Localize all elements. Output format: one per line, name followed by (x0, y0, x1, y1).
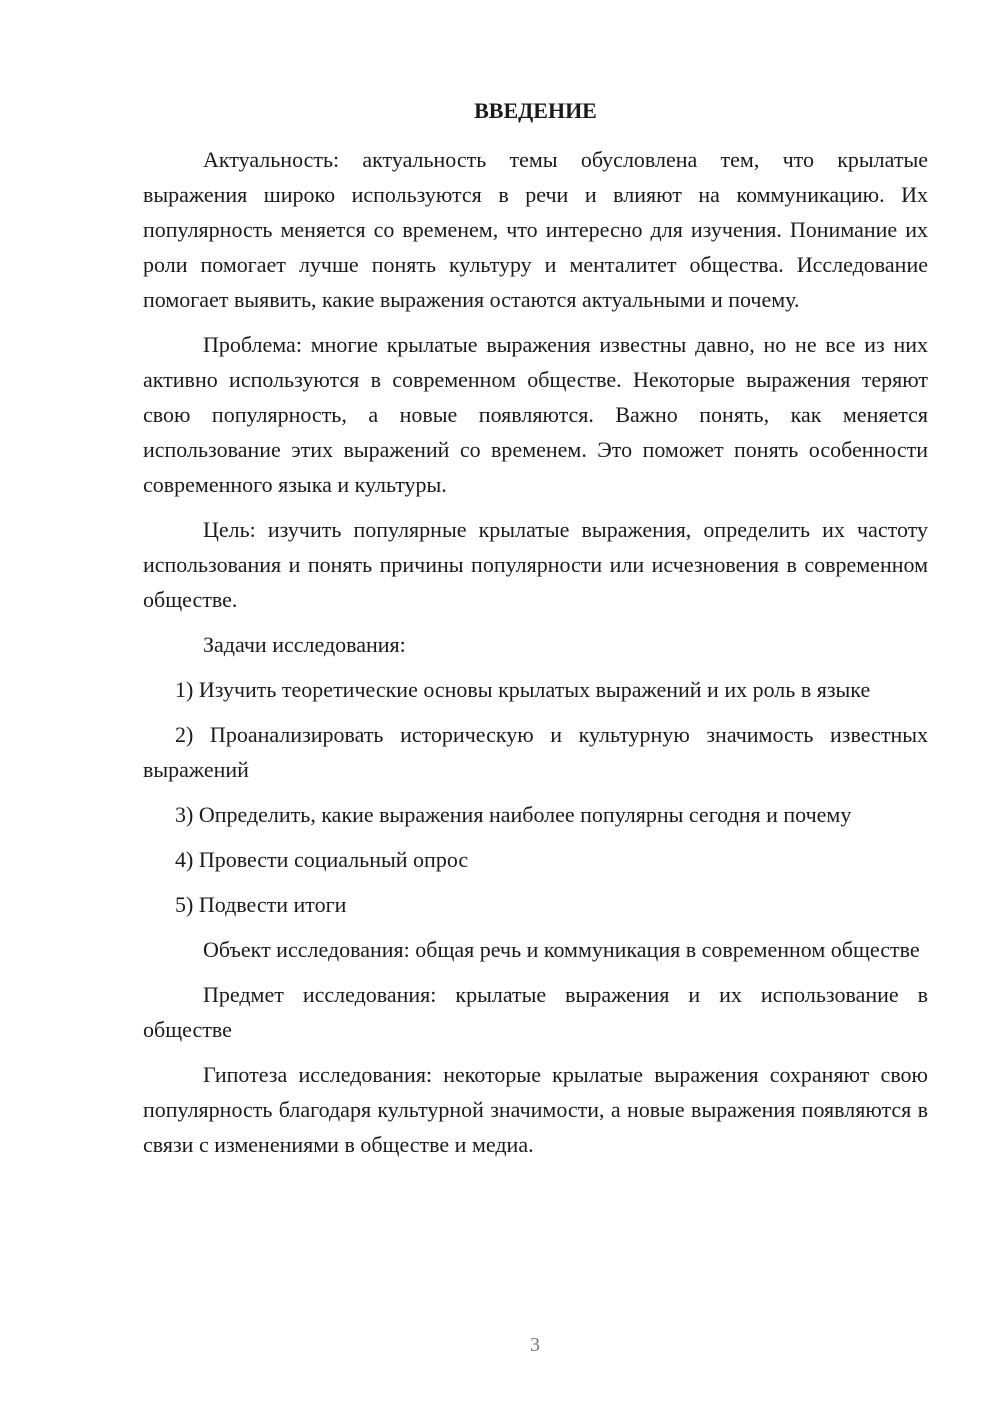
task-item-2: 2) Проанализировать историческую и культурную значимость известных выражений (143, 722, 928, 782)
paragraph-goal: Цель: изучить популярные крылатые выражения, определить их частоту использования и понять причины популярности или исчезновения в современном обществе. (143, 517, 928, 612)
paragraph-object: Объект исследования: общая речь и коммуникация в современном обществе (203, 937, 920, 962)
page-title: ВВЕДЕНИЕ (474, 98, 597, 123)
task-item-1: 1) Изучить теоретические основы крылатых выражений и их роль в языке (175, 677, 871, 702)
paragraph-subject: Предмет исследования: крылатые выражения и их использование в обществе (143, 982, 928, 1042)
paragraph-problem: Проблема: многие крылатые выражения известны давно, но не все из них активно используются в современном обществе. Некоторые выражения теряют свою популярность, а новые появляются. Важно понять, как меняется использование этих выражений со временем. Это поможет понять особенности современного языка и культуры. (143, 332, 928, 497)
document-body (143, 142, 928, 1172)
task-item-4: 4) Провести социальный опрос (175, 847, 469, 872)
tasks-heading: Задачи исследования: (203, 632, 406, 657)
task-item-3: 3) Определить, какие выражения наиболее популярны сегодня и почему (175, 802, 852, 827)
paragraph-hypothesis: Гипотеза исследования: некоторые крылатые выражения сохраняют свою популярность благодаря культурной значимости, а новые выражения появляются в связи с изменениями в обществе и медиа. (143, 1062, 928, 1157)
paragraph-relevance: Актуальность: актуальность темы обусловлена тем, что крылатые выражения широко используются в речи и влияют на коммуникацию. Их популярность меняется со временем, что интересно для изучения. Понимание их роли помогает лучше понять культуру и менталитет общества. Исследование помогает выявить, какие выражения остаются актуальными и почему. (143, 147, 928, 312)
page-number: 3 (530, 1334, 540, 1356)
task-item-5: 5) Подвести итоги (175, 892, 347, 917)
